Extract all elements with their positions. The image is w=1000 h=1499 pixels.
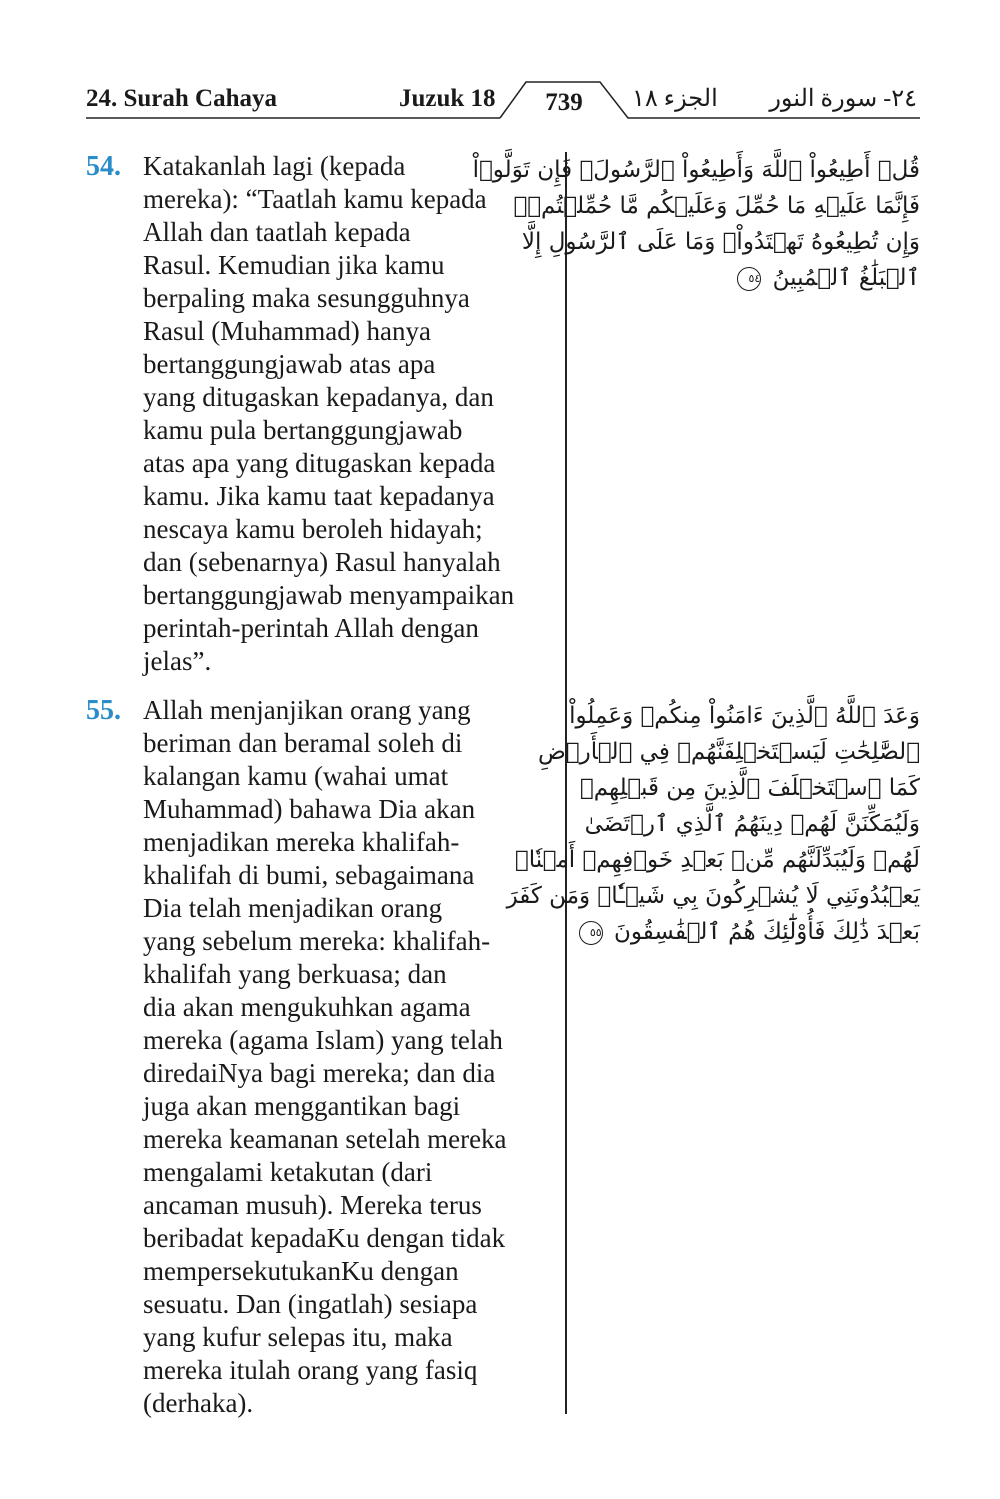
arabic-line: ٱلصَّٰلِحَٰتِ لَيَسۡتَخۡلِفَنَّهُمۡ فِي ٱلۡأَرۡضِ bbox=[538, 739, 920, 765]
translation-line: perintah-perintah Allah dengan bbox=[143, 613, 479, 643]
verse-number: 55. bbox=[86, 695, 121, 726]
verse-translation bbox=[143, 150, 563, 678]
translation-line: Rasul. Kemudian jika kamu bbox=[143, 250, 445, 280]
translation-line: bertanggungjawab menyampaikan bbox=[143, 580, 515, 610]
verse-number: 54. bbox=[86, 151, 121, 182]
arabic-line-text: ٱلۡبَلَٰغُ ٱلۡمُبِينُ bbox=[772, 265, 920, 291]
arabic-line: وَلَيُمَكِّنَنَّ لَهُمۡ دِينَهُمُ ٱلَّذِي ٱرۡتَضَىٰ bbox=[584, 811, 920, 837]
surah-title-latin: 24. Surah Cahaya bbox=[86, 85, 278, 112]
translation-line: sesuatu. Dan (ingatlah) sesiapa bbox=[143, 1289, 478, 1319]
translation-line: Allah dan taatlah kepada bbox=[143, 217, 411, 247]
translation-line: beribadat kepadaKu dengan tidak bbox=[143, 1223, 506, 1253]
translation-line: Allah menjanjikan orang yang bbox=[143, 695, 471, 725]
juzuk-label-latin: Juzuk 18 bbox=[399, 85, 496, 112]
verse-arabic-text bbox=[472, 152, 920, 296]
translation-line: yang sebelum mereka: khalifah- bbox=[143, 926, 491, 956]
translation-line: Rasul (Muhammad) hanya bbox=[143, 316, 431, 346]
translation-line: mereka): “Taatlah kamu kepada bbox=[143, 184, 487, 214]
column-divider bbox=[565, 152, 567, 1414]
arabic-line: وَعَدَ ٱللَّهُ ٱلَّذِينَ ءَامَنُواْ مِنكُمۡ وَعَمِلُواْ bbox=[569, 703, 920, 729]
arabic-line bbox=[598, 260, 920, 296]
translation-line: mereka itulah orang yang fasiq bbox=[143, 1355, 478, 1385]
translation-line: mereka keamanan setelah mereka bbox=[143, 1124, 507, 1154]
ayah-end-marker-icon: ٥٥ bbox=[579, 921, 603, 945]
translation-line: kamu. Jika kamu taat kepadanya bbox=[143, 481, 495, 511]
arabic-line: يَعۡبُدُونَنِي لَا يُشۡرِكُونَ بِي شَيۡـٔٗاۚ وَمَن كَفَرَ bbox=[506, 883, 920, 909]
translation-line: ancaman musuh). Mereka terus bbox=[143, 1190, 482, 1220]
translation-line: beriman dan beramal soleh di bbox=[143, 728, 463, 758]
page-number: 739 bbox=[545, 89, 583, 116]
page-header bbox=[0, 0, 1000, 130]
arabic-line: كَمَا ٱسۡتَخۡلَفَ ٱلَّذِينَ مِن قَبۡلِهِمۡ bbox=[579, 775, 920, 801]
translation-line: bertanggungjawab atas apa bbox=[143, 349, 436, 379]
translation-line: Dia telah menjadikan orang bbox=[143, 893, 443, 923]
translation-line: Muhammad) bahawa Dia akan bbox=[143, 794, 476, 824]
translation-line: juga akan menggantikan bagi bbox=[143, 1091, 461, 1121]
translation-line: yang kufur selepas itu, maka bbox=[143, 1322, 453, 1352]
translation-line: kalangan kamu (wahai umat bbox=[143, 761, 449, 791]
translation-line: (derhaka). bbox=[143, 1388, 254, 1418]
translation-line: Katakanlah lagi (kepada bbox=[143, 151, 406, 181]
translation-line: dan (sebenarnya) Rasul hanyalah bbox=[143, 547, 501, 577]
translation-line: dia akan mengukuhkan agama bbox=[143, 992, 471, 1022]
translation-line: menjadikan mereka khalifah- bbox=[143, 827, 460, 857]
translation-line: mereka (agama Islam) yang telah bbox=[143, 1025, 503, 1055]
translation-line: kamu pula bertanggungjawab bbox=[143, 415, 463, 445]
arabic-line: قُلۡ أَطِيعُواْ ٱللَّهَ وَأَطِيعُواْ ٱلرَّسُولَۖ فَإِن تَوَلَّوۡاْ bbox=[472, 157, 920, 183]
verse-arabic-text bbox=[506, 698, 920, 950]
translation-line: atas apa yang ditugaskan kepada bbox=[143, 448, 496, 478]
translation-line: jelas”. bbox=[143, 646, 212, 676]
translation-line: yang ditugaskan kepadanya, dan bbox=[143, 382, 494, 412]
arabic-line-text: بَعۡدَ ذَٰلِكَ فَأُوْلَٰٓئِكَ هُمُ ٱلۡفَٰسِقُونَ bbox=[614, 919, 920, 945]
translation-line: berpaling maka sesungguhnya bbox=[143, 283, 470, 313]
verse-translation bbox=[143, 694, 563, 1420]
arabic-line: فَإِنَّمَا عَلَيۡهِ مَا حُمِّلَ وَعَلَيۡكُم مَّا حُمِّلۡتُمۡۖ bbox=[513, 193, 920, 219]
translation-line: mempersekutukanKu dengan bbox=[143, 1256, 459, 1286]
surah-title-arabic: ٢٤- سورة النور bbox=[769, 86, 917, 112]
translation-line: mengalami ketakutan (dari bbox=[143, 1157, 433, 1187]
translation-line: khalifah yang berkuasa; dan bbox=[143, 959, 447, 989]
translation-line: khalifah di bumi, sebagaimana bbox=[143, 860, 475, 890]
juz-label-arabic: الجزء ١٨ bbox=[632, 86, 718, 112]
arabic-line: وَإِن تُطِيعُوهُ تَهۡتَدُواْۚ وَمَا عَلَى ٱلرَّسُولِ إِلَّا bbox=[521, 229, 920, 255]
arabic-line bbox=[589, 914, 920, 950]
ayah-end-marker-icon: ٥٤ bbox=[737, 267, 761, 291]
translation-line: diredaiNya bagi mereka; dan dia bbox=[143, 1058, 496, 1088]
arabic-line: لَهُمۡ وَلَيُبَدِّلَنَّهُم مِّنۢ بَعۡدِ خَوۡفِهِمۡ أَمۡنٗاۚ bbox=[514, 847, 920, 873]
translation-line: nescaya kamu beroleh hidayah; bbox=[143, 514, 483, 544]
